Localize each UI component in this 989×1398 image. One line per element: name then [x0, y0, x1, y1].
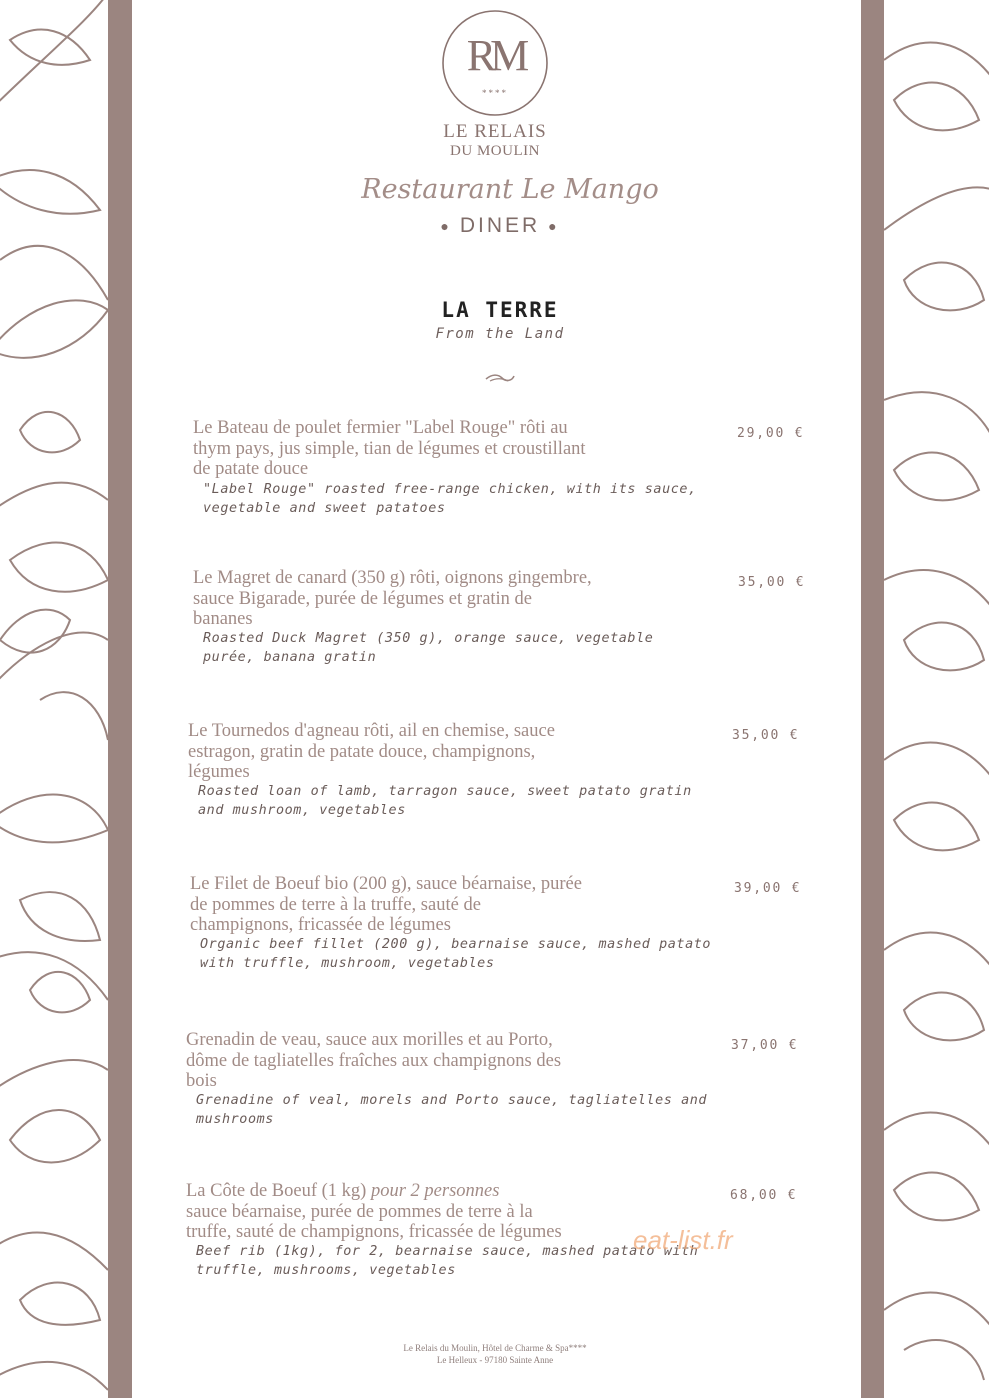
bullet-icon: ● [440, 218, 452, 235]
menu-item-1-price: 29,00 € [737, 426, 805, 441]
menu-item-5-price: 37,00 € [731, 1038, 799, 1053]
right-floral-decoration [884, 0, 989, 1398]
menu-item-4-price: 39,00 € [734, 881, 802, 896]
brand-name-line1: LE RELAIS [443, 121, 547, 142]
menu-item-2-price: 35,00 € [738, 575, 806, 590]
flourish-icon [484, 372, 516, 384]
watermark: eat-list.fr [633, 1225, 733, 1255]
hotel-logo [440, 8, 550, 118]
menu-item-2-french: Le Magret de canard (350 g) rôti, oignons gingembre, sauce Bigarade, purée de légumes et gratin de bananes [193, 568, 592, 629]
menu-item-6-french-rest: sauce béarnaise, purée de pommes de terre à la truffe, sauté de champignons, fricassée de légumes [186, 1201, 562, 1242]
menu-item-6-price: 68,00 € [730, 1188, 798, 1203]
menu-item-3-english: Roasted loan of lamb, tarragon sauce, sweet patato gratin and mushroom, vegetables [198, 784, 692, 818]
menu-item-4-english: Organic beef fillet (200 g), bearnaise sauce, mashed patato with truffle, mushroom, vegetables [200, 937, 712, 971]
menu-item-1-french: Le Bateau de poulet fermier "Label Rouge" rôti au thym pays, jus simple, tian de légumes et croustillant de patate douce [193, 418, 586, 479]
menu-item-3-french: Le Tournedos d'agneau rôti, ail en chemise, sauce estragon, gratin de patate douce, champignons, légumes [188, 721, 555, 782]
footer-line1: Le Relais du Moulin, Hôtel de Charme & Spa**** [403, 1343, 587, 1353]
service-label: DINER [459, 214, 541, 237]
menu-item-6-french-main: La Côte de Boeuf (1 kg) [186, 1181, 371, 1201]
menu-item-3-price: 35,00 € [732, 728, 800, 743]
menu-item-6-french [186, 1181, 706, 1243]
section-title: LA TERRE [441, 298, 559, 322]
brand-name-line2: DU MOULIN [450, 143, 540, 159]
logo-monogram: RM [466, 31, 524, 80]
section-subtitle: From the Land [435, 326, 565, 342]
menu-item-5-english: Grenadine of veal, morels and Porto sauce, tagliatelles and mushrooms [196, 1093, 708, 1127]
restaurant-name: Restaurant Le Mango [361, 174, 659, 205]
left-floral-decoration [0, 0, 108, 1398]
menu-item-6-french-italic: pour 2 personnes [370, 1181, 500, 1201]
logo-stars: **** [482, 88, 508, 98]
menu-item-4-french: Le Filet de Boeuf bio (200 g), sauce béarnaise, purée de pommes de terre à la truffe, sauté de champignons, fricassée de légumes [190, 874, 582, 935]
right-border-bar [861, 0, 884, 1398]
service-title [395, 214, 605, 238]
menu-item-1-english: "Label Rouge" roasted free-range chicken, with its sauce, vegetable and sweet patatoes [203, 482, 697, 516]
bullet-icon: ● [548, 218, 560, 235]
footer [330, 1342, 660, 1366]
left-border-bar [108, 0, 132, 1398]
footer-line2: Le Helleux - 97180 Sainte Anne [436, 1355, 554, 1365]
menu-item-6-english: Beef rib (1kg), for 2, bearnaise sauce, mashed patato with truffle, mushrooms, vegetables [196, 1244, 699, 1278]
menu-item-2-english: Roasted Duck Magret (350 g), orange sauce, vegetable purée, banana gratin [203, 631, 654, 665]
menu-item-5-french: Grenadin de veau, sauce aux morilles et au Porto, dôme de tagliatelles fraîches aux champignons des bois [186, 1030, 562, 1091]
